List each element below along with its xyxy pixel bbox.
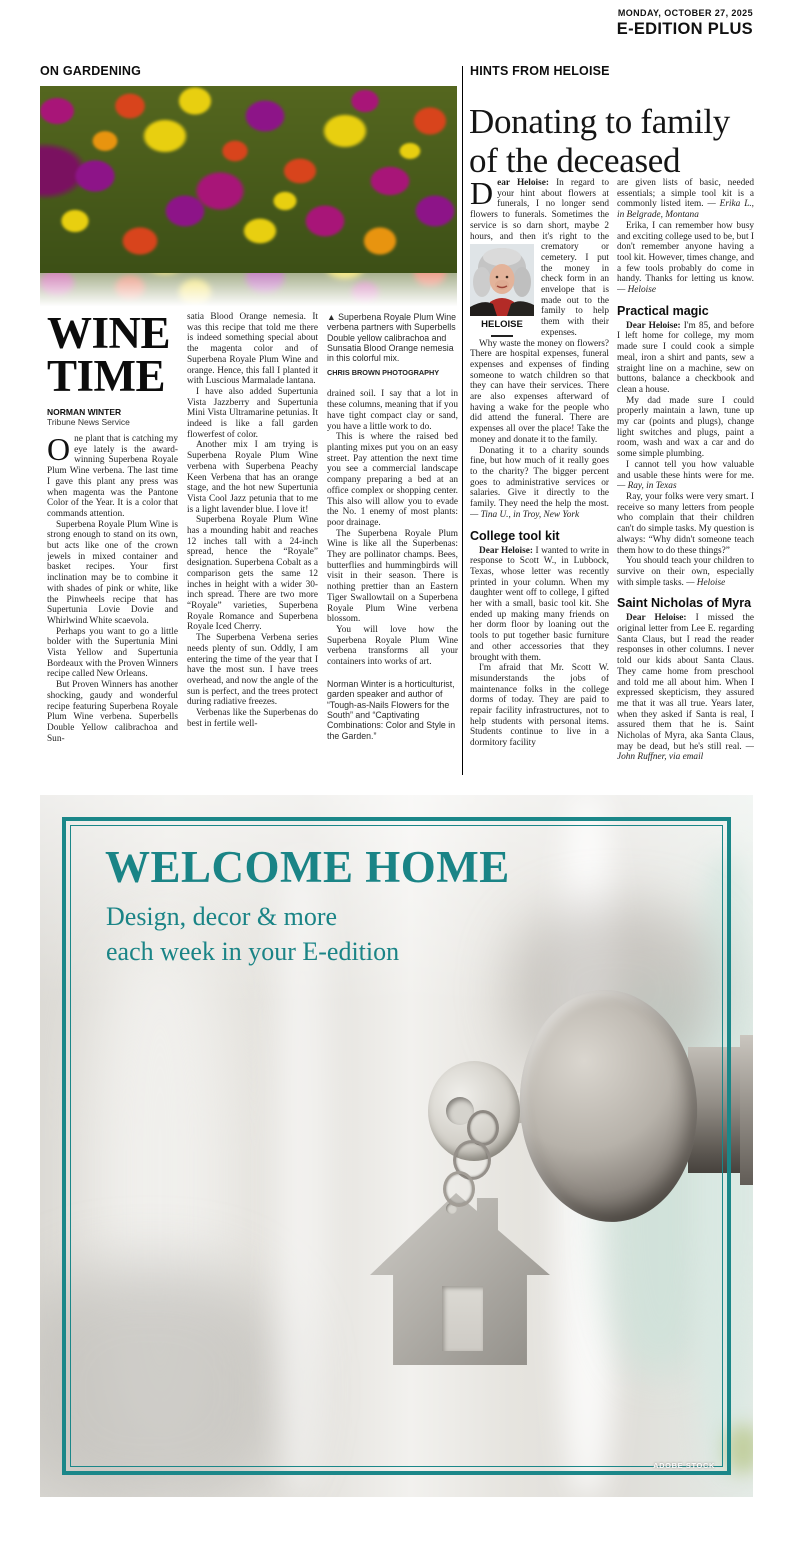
doorknob-collar-graphic — [740, 1035, 753, 1185]
heloise-column-1 — [470, 178, 609, 776]
section-label-heloise: HINTS FROM HELOISE — [470, 64, 610, 78]
ad-subtitle-line-1: Design, decor & more — [106, 902, 338, 931]
paragraph — [470, 178, 609, 339]
house-keychain-graphic — [370, 1193, 550, 1365]
letter-lead: Dear Heloise: — [479, 545, 533, 556]
photo-credit: CHRIS BROWN PHOTOGRAPHY — [327, 368, 440, 378]
paragraph-text: Donating it to a charity sounds fine, but how much of it really goes to the charity? The bigger percent goes to administrative services or salaries. Give it directly to the family. They need the help the most. — [470, 445, 609, 510]
paragraph: The Superbena Verbena series needs plenty of sun. Oddly, I am entering the time of the year that I have the most sun. I have trees overhead, and now the angle of the sun is perfect, and the trees protect during radiative freezes. — [187, 633, 318, 708]
caption-arrow-icon: ▲ — [327, 312, 336, 322]
heloise-portrait-figure — [470, 244, 534, 337]
caption-text: Superbena Royale Plum Wine verbena partners with Superbells Double yellow calibrachoa and Sunsatia Blood Orange nemesia in this colorful mix. — [327, 312, 457, 364]
paragraph-text: I'm 85, and before I left home for college, my mom made sure I could cook a simple meal, iron a shirt and pants, sew a straight line on a machine, sew on buttons, balance a checkbook and clean a house. — [617, 320, 754, 395]
paragraph: The Superbena Royale Plum Wine is like all the Superbenas: They are pollinator champs. Bees, butterflies and hummingbirds will visit in their season. There is nothing prettier than an Eastern Tiger Swallowtail on a Superbena Royale Plum Wine verbena blossom. — [327, 528, 458, 625]
heloise-column-2 — [617, 178, 754, 776]
paragraph-text: In regard to your hint about flowers at funerals, I no longer send flowers to funerals. Sometimes the service is so darn short, maybe 2 hours, and then it's right — [470, 178, 609, 242]
paragraph-text: to the crematory or cemetery. I put the money in check form in an envelope that is made out to the family to help them with their expenses. — [541, 231, 609, 338]
author-tagline: Norman Winter is a horticulturist, garden speaker and author of “Tough-as-Nails Flowers for the South” and “Captivating Combinations: Color and Style in the Garden.” — [327, 678, 456, 741]
keyring-graphic — [443, 1171, 475, 1207]
gardening-column-2 — [187, 312, 318, 776]
drop-cap: O — [47, 431, 71, 467]
attribution: — Ray, in Texas — [617, 481, 677, 492]
paragraph: Ray, your folks were very smart. I receive so many letters from people who complain that their children can't do simple tasks. My question is always: “Why didn't someone teach them how to do these things?” — [617, 491, 754, 556]
paragraph: Another mix I am trying is Superbena Royale Plum Wine verbena with Superbena Peachy Keen Verbena that has an orange stage, and the hot new Supertunia Vista Cool Jazz petunia that to me is a light lavender blue. I love it! — [187, 440, 318, 515]
welcome-home-ad[interactable] — [40, 795, 753, 1497]
paragraph — [617, 221, 754, 296]
portrait-rule — [491, 335, 513, 337]
gardening-article[interactable] — [40, 62, 457, 776]
paragraph: Why waste the money on flowers? There are hospital expenses, funeral expenses and expenses of finding someone to watch children so that they can have their services. There are also expenses afterward of having a wake for the people who did attend the funeral. There are expenses all over the place! Take the money and donate it to the family. — [470, 338, 609, 445]
paragraph: Superbena Royale Plum Wine is strong enough to stand on its own, but acts like one of the crown jewels in mixed container and basket recipes. Your first inclination may be to combine it with shades of pink or white, like the Pinwheels recipe that has Supertunia Lovie Dovie and Whirlwind White scaevola. — [47, 519, 178, 626]
paragraph: Perhaps you want to go a little bolder with the Supertunia Mini Vista Yellow and Supertunia Bordeaux with the Proven Winners recipe called New Orleans. — [47, 626, 178, 680]
paragraph-text: You should teach your children to survive on their own, especially with simple tasks. — [617, 556, 754, 588]
paragraph: This is where the raised bed planting mixes put you on an easy street. Pay attention the next time you see a commercial landscape company preparing a bed at an office complex or shopping center. This also will allow you to evade the No. 1 enemy of most plants: poor drainage. — [327, 432, 458, 528]
paragraph — [617, 178, 754, 221]
paragraph: I have also added Supertunia Vista Jazzberry and Supertunia Mini Vista Ultramarine petunias. It indeed is like a fall garden flowerfest of color. — [187, 386, 318, 440]
paragraph — [617, 460, 754, 492]
article-title — [47, 312, 178, 401]
attribution: — Tina U., in Troy, New York — [470, 509, 580, 520]
paragraph — [617, 556, 754, 588]
flower-photo-art — [40, 86, 457, 273]
attribution: — John Ruffner, via email — [617, 741, 754, 763]
paragraph — [470, 546, 609, 664]
ad-bg-blob — [40, 1265, 290, 1497]
house-door-cutout — [442, 1286, 483, 1351]
attribution: — Heloise — [617, 285, 656, 296]
heloise-article[interactable] — [470, 62, 754, 776]
byline-organization: Tribune News Service — [47, 417, 130, 427]
paragraph: Superbena Royale Plum Wine has a mounding habit and reaches 12 inches tall with a 24-inch spread, hence the “Royale” designation. Superbena Cobalt as a comparison gets the same 12 inches in height with a wider 30-inch spread. There are two more “Royale” varieties, Superbena Royale Romance and Superbena Royale Iced Cherry. — [187, 515, 318, 633]
paragraph — [617, 613, 754, 763]
letter-lead: Dear Heloise: — [626, 320, 681, 331]
paragraph: Verbenas like the Superbenas do best in fertile well- — [187, 708, 318, 729]
paragraph-text: ne plant that is catching my eye lately is the award-winning Superbena Royale Plum Wine verbena. The last time I gave this plant any press was when magenta was the Pantone Color of the Year. It is a color that commands attention. — [47, 434, 178, 519]
subhead-practical-magic: Practical magic — [617, 303, 709, 318]
masthead — [617, 8, 753, 39]
photo-caption — [327, 312, 458, 363]
section-label-gardening: ON GARDENING — [40, 64, 142, 78]
paragraph: But Proven Winners has another shocking, gaudy and wonderful recipe featuring Superbena Royale Plum Wine verbena. Superbells Double Yellow calibrachoa and Sun- — [47, 680, 178, 744]
paragraph-text: I missed the original letter from Lee E. regarding Santa Claus, but I read the reader responses in other columns. I never told our kids about Santa Claus. They came home from preschool and told me all about him. When I expressed skepticism, they assured me that it was all true. Years later, when they asked if Santa is real, I assured them that he is. Saint Nicholas of Myra, aka Santa Claus, may be dead, but he's still real. — [617, 613, 754, 752]
stock-credit: ADOBE STOCK — [653, 1461, 715, 1470]
issue-date: MONDAY, OCTOBER 27, 2025 — [617, 8, 753, 18]
portrait-caption: HELOISE — [481, 319, 523, 331]
gardening-column-1 — [47, 312, 178, 776]
subhead-college-tool-kit: College tool kit — [470, 528, 560, 543]
paragraph: satia Blood Orange nemesia. It was this recipe that told me there is indeed something special about the magenta color and of Superbena Royale Plum Wine and orange. Hence, this fall I planted it with Luscious Marmalade lantana. — [187, 312, 318, 387]
section-divider — [462, 66, 463, 775]
title-line-2: TIME — [47, 351, 166, 401]
headline-line-2: of the deceased — [469, 141, 681, 181]
byline-name: NORMAN WINTER — [47, 407, 122, 417]
letter-lead: Dear Heloise: — [626, 613, 687, 624]
gardening-column-3 — [327, 312, 458, 776]
paragraph: My dad made sure I could properly maintain a lawn, tune up my car (points and plugs), change light switches and plugs, paint a room, wash and wax a car and do some simple plumbing. — [617, 395, 754, 460]
ad-subtitle-line-2: each week in your E-edition — [106, 937, 400, 966]
paragraph — [470, 446, 609, 521]
headline-line-1: Donating to family — [469, 102, 730, 142]
attribution: — Erika L., in Belgrade, Montana — [617, 199, 754, 221]
paragraph: drained soil. I say that a lot in these columns, meaning that if you have tight compact clay or sand, you have a little work to do. — [327, 389, 458, 432]
paragraph — [47, 431, 178, 520]
flower-photo — [40, 86, 457, 273]
reflection-fade — [40, 273, 457, 311]
letter-lead: ear Heloise: — [497, 178, 549, 188]
paragraph-text: Erika, I can remember how busy and exciting college used to be, but I don't remember anyone having a tool kit. However, times change, and a few tools probably do come in handy. Thanks for letting us know. — [617, 220, 754, 285]
edition-title: E-EDITION PLUS — [616, 20, 753, 38]
ad-subtitle — [106, 899, 399, 969]
heloise-headline — [469, 102, 730, 180]
title-line-1: WINE — [47, 312, 171, 358]
ad-bg-blob — [725, 1425, 753, 1473]
paragraph-text: are given lists of basic, needed essentials; a simple tool kit is a commonly listed item. — [617, 178, 754, 210]
paragraph: You will love how the Superbena Royale Plum Wine verbena transforms all your containers into works of art. — [327, 624, 458, 668]
flower-photo-reflection — [40, 273, 457, 311]
drop-cap: D — [470, 178, 494, 211]
heloise-portrait — [470, 244, 534, 316]
paragraph — [617, 321, 754, 396]
paragraph: I'm afraid that Mr. Scott W. misunderstands the jobs of maintenance folks in the college dorms of today. They are paid to repair facility infrastructures, not to help students with personal items. Students continue to live in a dormitory facility — [470, 663, 609, 749]
subhead-saint-nicholas: Saint Nicholas of Myra — [617, 596, 752, 611]
paragraph-text: I wanted to write in response to Scott W., in Lubbock, Texas, whose letter was recently printed in your column. When my daughter went off to college, I gifted her with a small, basic tool kit. She ended up making many friends on her dorm floor by loaning out the tools to put together basic furniture and other accessories that they brought with them. — [470, 545, 609, 663]
paragraph-text: I cannot tell you how valuable and usable these hints were for me. — [617, 459, 754, 481]
attribution: — Heloise — [686, 577, 726, 588]
ad-title: WELCOME HOME — [105, 842, 510, 892]
